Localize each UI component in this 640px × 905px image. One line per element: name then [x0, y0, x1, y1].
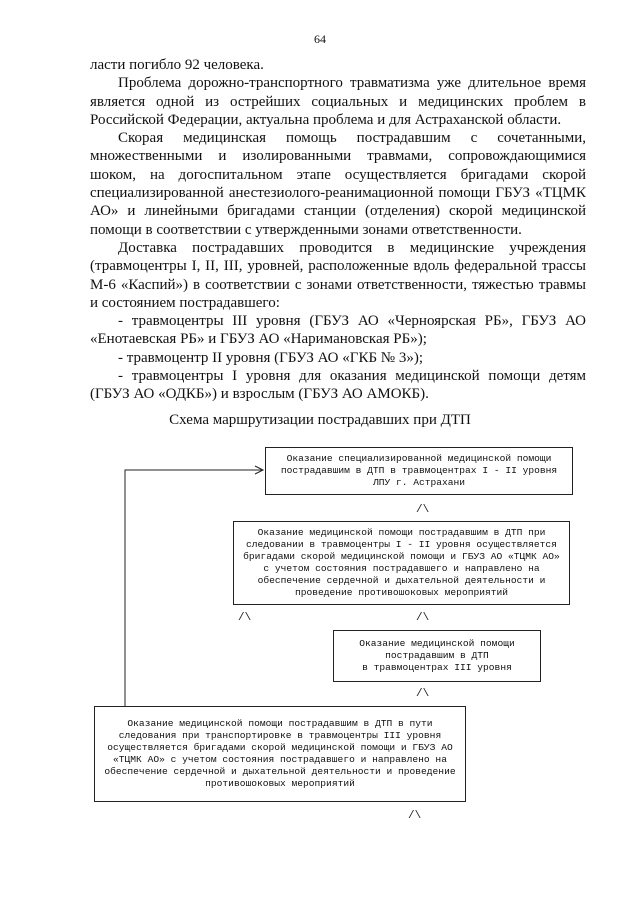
box-level3-care-text: Оказание медицинской помощи пострадавшим в ДТП в травмоцентрах III уровня — [359, 638, 515, 673]
list-item: - травмоцентр II уровня (ГБУЗ АО «ГКБ № 3»); — [118, 349, 424, 366]
box-level3-care — [333, 630, 541, 682]
list-item: - травмоцентры III уровня (ГБУЗ АО «Черноярская РБ», ГБУЗ АО «Енотаевская РБ» и ГБУЗ АО «Наримановская РБ»); — [90, 313, 586, 348]
page-number: 64 — [314, 32, 326, 46]
arrow-up-icon: /\ — [408, 810, 422, 822]
arrow-up-icon: /\ — [416, 612, 430, 624]
box-transport-care-level12-text: Оказание медицинской помощи пострадавшим в ДТП при следовании в травмоцентры I - II уровня осуществляется бригадами скорой медицинской помощи и ГБУЗ АО «ТЦМК АО» с учетом состояния пострадавшего и направлено на обеспечение сердечной и дыхательной деятельности и проведение противошоковых мероприятий — [243, 527, 560, 598]
diagram-title: Схема маршрутизации пострадавших при ДТП — [169, 412, 471, 428]
box-transport-care-level12 — [233, 521, 570, 605]
box-transport-care-level3-text: Оказание медицинской помощи пострадавшим в ДТП в пути следования при транспортировке в травмоцентры III уровня осуществляется бригадами скорой медицинской помощи и ГБУЗ АО «ТЦМК АО» с учетом состояния пострадавшего и направлено на обеспечение сердечной и дыхательной деятельности и проведение противошоковых мероприятий — [104, 718, 456, 789]
arrow-up-icon: /\ — [416, 688, 430, 700]
paragraph: Проблема дорожно-транспортного травматизма уже длительное время является одной из острейших социальных и медицинских проблем в Российской Федерации, актуальна проблема и для Астраханской области. — [90, 75, 586, 128]
paragraph-continuation: ласти погибло 92 человека. — [90, 57, 264, 73]
paragraph: Доставка пострадавших проводится в медицинские учреждения (травмоцентры I, II, III, уровней, расположенные вдоль федеральной трассы М-6 «Каспий») в соответствии с зонами ответственности, тяжестью травмы и состоянием пострадавшего: — [90, 239, 586, 311]
box-specialized-care — [265, 447, 573, 495]
arrow-up-icon: /\ — [238, 612, 252, 624]
arrow-up-icon: /\ — [416, 504, 430, 516]
list-item: - травмоцентры I уровня для оказания медицинской помощи детям (ГБУЗ АО «ОДКБ») и взрослым (ГБУЗ АО АМОКБ). — [90, 368, 586, 403]
box-specialized-care-text: Оказание специализированной медицинской помощи пострадавшим в ДТП в травмоцентрах I - II уровня ЛПУ г. Астрахани — [280, 453, 558, 488]
box-transport-care-level3 — [94, 706, 466, 802]
paragraph: Скорая медицинская помощь пострадавшим с сочетанными, множественными и изолированными травмами, сопровождающимися шоком, на догоспитальном этапе осуществляется бригадами скорой специализированной анестезиолого-реанимационной помощи ГБУЗ «ТЦМК АО» и линейными бригадами станции (отделения) скорой медицинской помощи в соответствии с утвержденными зонами ответственности. — [90, 130, 586, 238]
